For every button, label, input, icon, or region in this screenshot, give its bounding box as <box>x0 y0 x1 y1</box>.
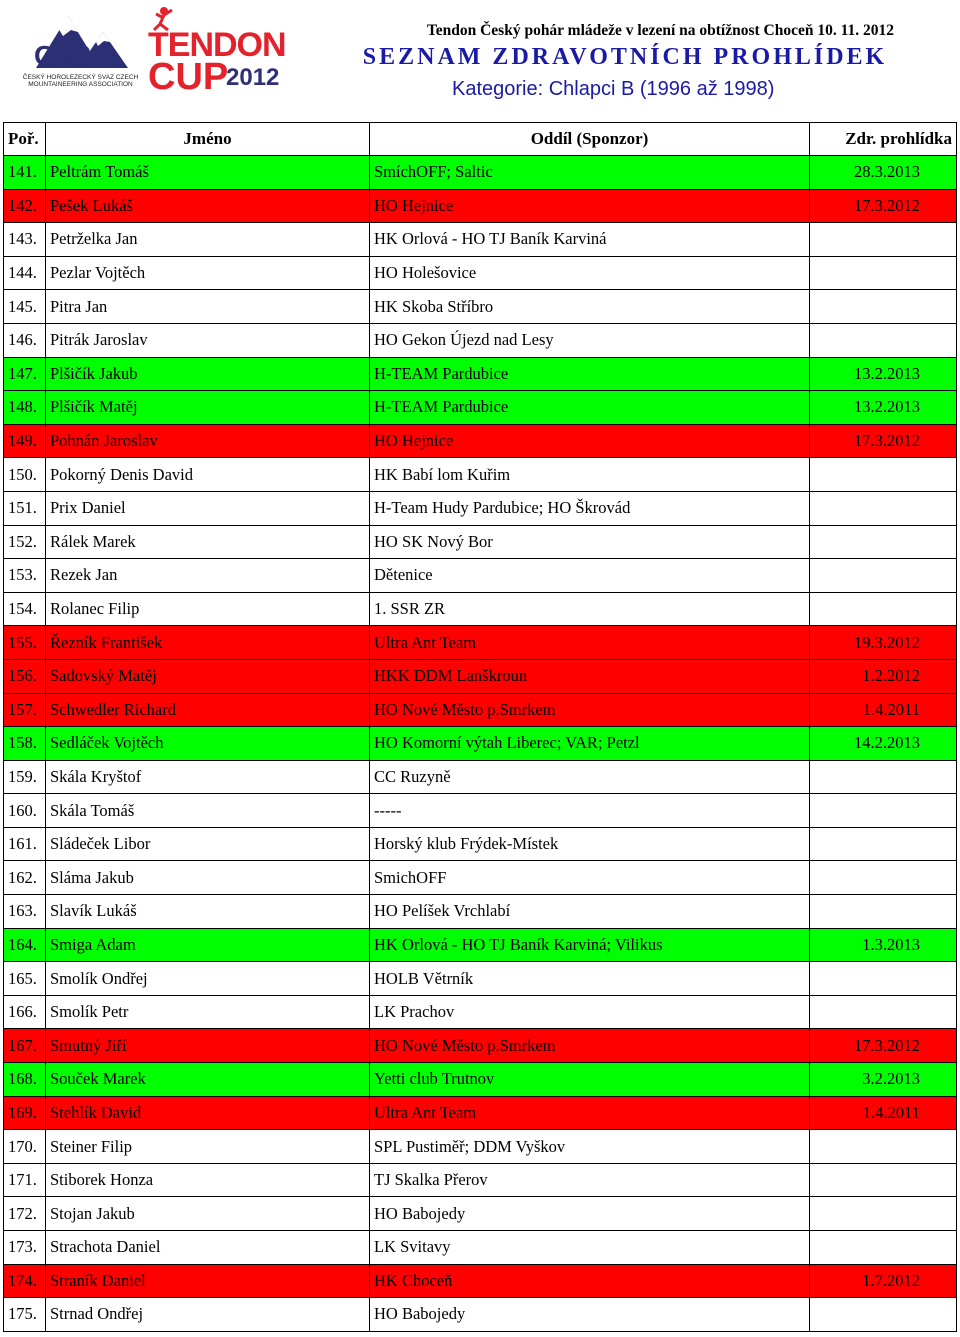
table-row <box>4 928 957 962</box>
table-row <box>4 962 957 996</box>
cell-club: HOLB Větrník <box>370 962 810 996</box>
cell-medical-date: 1.2.2012 <box>810 659 957 693</box>
cell-club: 1. SSR ZR <box>370 592 810 626</box>
cell-medical-date <box>810 895 957 929</box>
cell-club: CC Ruzyně <box>370 760 810 794</box>
cell-order: 165. <box>4 962 46 996</box>
cell-medical-date <box>810 525 957 559</box>
cell-order: 172. <box>4 1197 46 1231</box>
table-row <box>4 827 957 861</box>
table-row <box>4 559 957 593</box>
chs-logo-subtitle: ČESKÝ HOROLEZECKÝ SVAZ CZECH MOUNTAINEERING ASSOCIATION <box>22 74 139 88</box>
table-row <box>4 1063 957 1097</box>
table-row <box>4 1264 957 1298</box>
cell-medical-date <box>810 223 957 257</box>
cell-order: 146. <box>4 323 46 357</box>
cup-logo-text: CUP <box>148 56 229 98</box>
table-row <box>4 223 957 257</box>
cell-medical-date <box>810 1163 957 1197</box>
cell-medical-date: 3.2.2013 <box>810 1063 957 1097</box>
table-row <box>4 1029 957 1063</box>
cell-club: Dětenice <box>370 559 810 593</box>
cell-order: 154. <box>4 592 46 626</box>
cell-name: Souček Marek <box>46 1063 370 1097</box>
cell-order: 169. <box>4 1096 46 1130</box>
cell-name: Smolík Ondřej <box>46 962 370 996</box>
cell-club: HO SK Nový Bor <box>370 525 810 559</box>
cell-medical-date <box>810 1197 957 1231</box>
cell-order: 157. <box>4 693 46 727</box>
table-row <box>4 458 957 492</box>
cell-name: Pezlar Vojtěch <box>46 256 370 290</box>
cell-order: 148. <box>4 391 46 425</box>
cell-club: SmíchOFF; Saltic <box>370 156 810 190</box>
cell-name: Rálek Marek <box>46 525 370 559</box>
cell-medical-date <box>810 559 957 593</box>
cell-medical-date <box>810 995 957 1029</box>
cell-club: Ultra Ant Team <box>370 1096 810 1130</box>
cell-club: HK Skoba Stříbro <box>370 290 810 324</box>
cell-order: 143. <box>4 223 46 257</box>
table-row <box>4 592 957 626</box>
cell-order: 155. <box>4 626 46 660</box>
cell-name: Stehlík David <box>46 1096 370 1130</box>
cell-medical-date <box>810 458 957 492</box>
cell-medical-date: 13.2.2013 <box>810 357 957 391</box>
column-header-name: Jméno <box>46 123 370 156</box>
column-header-order: Poř. <box>4 123 46 156</box>
cell-name: Smutný Jiří <box>46 1029 370 1063</box>
page-header <box>0 0 960 120</box>
cell-medical-date: 1.7.2012 <box>810 1264 957 1298</box>
cell-order: 159. <box>4 760 46 794</box>
cell-order: 163. <box>4 895 46 929</box>
cell-medical-date: 17.3.2012 <box>810 189 957 223</box>
cell-medical-date: 1.4.2011 <box>810 1096 957 1130</box>
cell-order: 164. <box>4 928 46 962</box>
table-row <box>4 895 957 929</box>
cell-name: Pešek Lukáš <box>46 189 370 223</box>
cell-club: HO Hejnice <box>370 189 810 223</box>
cell-medical-date <box>810 1298 957 1332</box>
table-row <box>4 760 957 794</box>
table-body <box>4 156 957 1332</box>
cell-name: Petrželka Jan <box>46 223 370 257</box>
cell-medical-date: 1.4.2011 <box>810 693 957 727</box>
cell-name: Pitrák Jaroslav <box>46 323 370 357</box>
cell-medical-date <box>810 256 957 290</box>
cell-club: HO Babojedy <box>370 1197 810 1231</box>
cell-club: HK Babí lom Kuřim <box>370 458 810 492</box>
table-row <box>4 1163 957 1197</box>
cell-club: HO Nové Město p.Smrkem <box>370 693 810 727</box>
cell-name: Pitra Jan <box>46 290 370 324</box>
cell-order: 161. <box>4 827 46 861</box>
cell-name: Stiborek Honza <box>46 1163 370 1197</box>
cell-order: 174. <box>4 1264 46 1298</box>
cell-club: HO Gekon Újezd nad Lesy <box>370 323 810 357</box>
table-row <box>4 659 957 693</box>
cell-medical-date: 14.2.2013 <box>810 727 957 761</box>
table-row <box>4 626 957 660</box>
cell-medical-date: 28.3.2013 <box>810 156 957 190</box>
cell-order: 147. <box>4 357 46 391</box>
category-title: Kategorie: Chlapci B (1996 až 1998) <box>452 78 775 100</box>
cell-medical-date <box>810 962 957 996</box>
cell-order: 162. <box>4 861 46 895</box>
cell-order: 175. <box>4 1298 46 1332</box>
cell-name: Straník Daniel <box>46 1264 370 1298</box>
table-row <box>4 156 957 190</box>
table-row <box>4 256 957 290</box>
cell-club: ----- <box>370 794 810 828</box>
tendon-cup-logo <box>148 8 293 98</box>
cell-order: 160. <box>4 794 46 828</box>
chs-logo <box>8 10 148 90</box>
table-row <box>4 995 957 1029</box>
cell-medical-date <box>810 794 957 828</box>
cell-name: Smiga Adam <box>46 928 370 962</box>
cell-club: Ultra Ant Team <box>370 626 810 660</box>
cell-name: Prix Daniel <box>46 491 370 525</box>
cell-name: Rezek Jan <box>46 559 370 593</box>
cell-medical-date <box>810 323 957 357</box>
cell-order: 145. <box>4 290 46 324</box>
cell-name: Pohnán Jaroslav <box>46 424 370 458</box>
cell-club: TJ Skalka Přerov <box>370 1163 810 1197</box>
event-title: Tendon Český pohár mládeže v lezení na obtížnost Choceň 10. 11. 2012 <box>426 22 894 39</box>
cell-order: 144. <box>4 256 46 290</box>
cell-medical-date <box>810 592 957 626</box>
cell-order: 149. <box>4 424 46 458</box>
column-header-club: Oddíl (Sponzor) <box>370 123 810 156</box>
table-row <box>4 424 957 458</box>
cell-club: HO Nové Město p.Smrkem <box>370 1029 810 1063</box>
cell-name: Sláma Jakub <box>46 861 370 895</box>
table-row <box>4 391 957 425</box>
cell-name: Řezník František <box>46 626 370 660</box>
table-row <box>4 1096 957 1130</box>
table-row <box>4 525 957 559</box>
cell-name: Slavík Lukáš <box>46 895 370 929</box>
cell-order: 173. <box>4 1231 46 1265</box>
year-logo-text: 2012 <box>226 64 280 91</box>
cell-club: H-Team Hudy Pardubice; HO Škrovád <box>370 491 810 525</box>
cell-order: 166. <box>4 995 46 1029</box>
table-header-row <box>4 123 957 156</box>
cell-order: 141. <box>4 156 46 190</box>
cell-name: Strnad Ondřej <box>46 1298 370 1332</box>
cell-name: Peltrám Tomáš <box>46 156 370 190</box>
table-row <box>4 1298 957 1332</box>
cell-club: Horský klub Frýdek-Místek <box>370 827 810 861</box>
cell-order: 156. <box>4 659 46 693</box>
cell-medical-date <box>810 1231 957 1265</box>
cell-name: Sedláček Vojtěch <box>46 727 370 761</box>
cell-medical-date: 1.3.2013 <box>810 928 957 962</box>
chs-logo-text: CHS <box>34 40 91 71</box>
cell-medical-date <box>810 760 957 794</box>
cell-order: 168. <box>4 1063 46 1097</box>
cell-medical-date <box>810 491 957 525</box>
cell-club: H-TEAM Pardubice <box>370 391 810 425</box>
cell-club: LK Svitavy <box>370 1231 810 1265</box>
cell-medical-date <box>810 290 957 324</box>
table-row <box>4 1231 957 1265</box>
cell-club: SPL Pustiměř; DDM Vyškov <box>370 1130 810 1164</box>
table-row <box>4 357 957 391</box>
cell-name: Skála Tomáš <box>46 794 370 828</box>
cell-club: H-TEAM Pardubice <box>370 357 810 391</box>
cell-club: Yetti club Trutnov <box>370 1063 810 1097</box>
cell-name: Smolík Petr <box>46 995 370 1029</box>
table-row <box>4 727 957 761</box>
cell-name: Pokorný Denis David <box>46 458 370 492</box>
table-row <box>4 794 957 828</box>
cell-club: SmichOFF <box>370 861 810 895</box>
cell-name: Sadovský Matěj <box>46 659 370 693</box>
cell-order: 171. <box>4 1163 46 1197</box>
cell-order: 151. <box>4 491 46 525</box>
cell-club: HK Choceň <box>370 1264 810 1298</box>
cell-order: 158. <box>4 727 46 761</box>
cell-name: Rolanec Filip <box>46 592 370 626</box>
cell-name: Skála Kryštof <box>46 760 370 794</box>
table-row <box>4 323 957 357</box>
cell-name: Strachota Daniel <box>46 1231 370 1265</box>
cell-club: HKK DDM Lanškroun <box>370 659 810 693</box>
cell-medical-date <box>810 861 957 895</box>
cell-name: Plšičík Matěj <box>46 391 370 425</box>
table-row <box>4 1130 957 1164</box>
cell-order: 150. <box>4 458 46 492</box>
table-row <box>4 189 957 223</box>
table-row <box>4 1197 957 1231</box>
cell-club: HK Orlová - HO TJ Baník Karviná <box>370 223 810 257</box>
cell-club: HO Pelíšek Vrchlabí <box>370 895 810 929</box>
cell-order: 153. <box>4 559 46 593</box>
cell-medical-date <box>810 1130 957 1164</box>
cell-order: 167. <box>4 1029 46 1063</box>
cell-name: Plšičík Jakub <box>46 357 370 391</box>
tendon-logo-text: TENDON <box>148 26 286 64</box>
cell-club: HO Babojedy <box>370 1298 810 1332</box>
cell-club: HO Holešovice <box>370 256 810 290</box>
cell-order: 152. <box>4 525 46 559</box>
cell-club: LK Prachov <box>370 995 810 1029</box>
cell-name: Sládeček Libor <box>46 827 370 861</box>
cell-medical-date: 17.3.2012 <box>810 1029 957 1063</box>
cell-medical-date: 17.3.2012 <box>810 424 957 458</box>
cell-name: Stojan Jakub <box>46 1197 370 1231</box>
cell-club: HK Orlová - HO TJ Baník Karviná; Vilikus <box>370 928 810 962</box>
cell-order: 142. <box>4 189 46 223</box>
cell-medical-date: 13.2.2013 <box>810 391 957 425</box>
cell-club: HO Komorní výtah Liberec; VAR; Petzl <box>370 727 810 761</box>
table-row <box>4 290 957 324</box>
column-header-medical: Zdr. prohlídka <box>810 123 957 156</box>
table-row <box>4 491 957 525</box>
cell-medical-date: 19.3.2012 <box>810 626 957 660</box>
list-title: SEZNAM ZDRAVOTNÍCH PROHLÍDEK <box>362 44 888 70</box>
cell-name: Schwedler Richard <box>46 693 370 727</box>
cell-order: 170. <box>4 1130 46 1164</box>
medical-check-table <box>3 122 957 1332</box>
table-row <box>4 693 957 727</box>
cell-medical-date <box>810 827 957 861</box>
cell-club: HO Hejnice <box>370 424 810 458</box>
cell-name: Steiner Filip <box>46 1130 370 1164</box>
table-row <box>4 861 957 895</box>
